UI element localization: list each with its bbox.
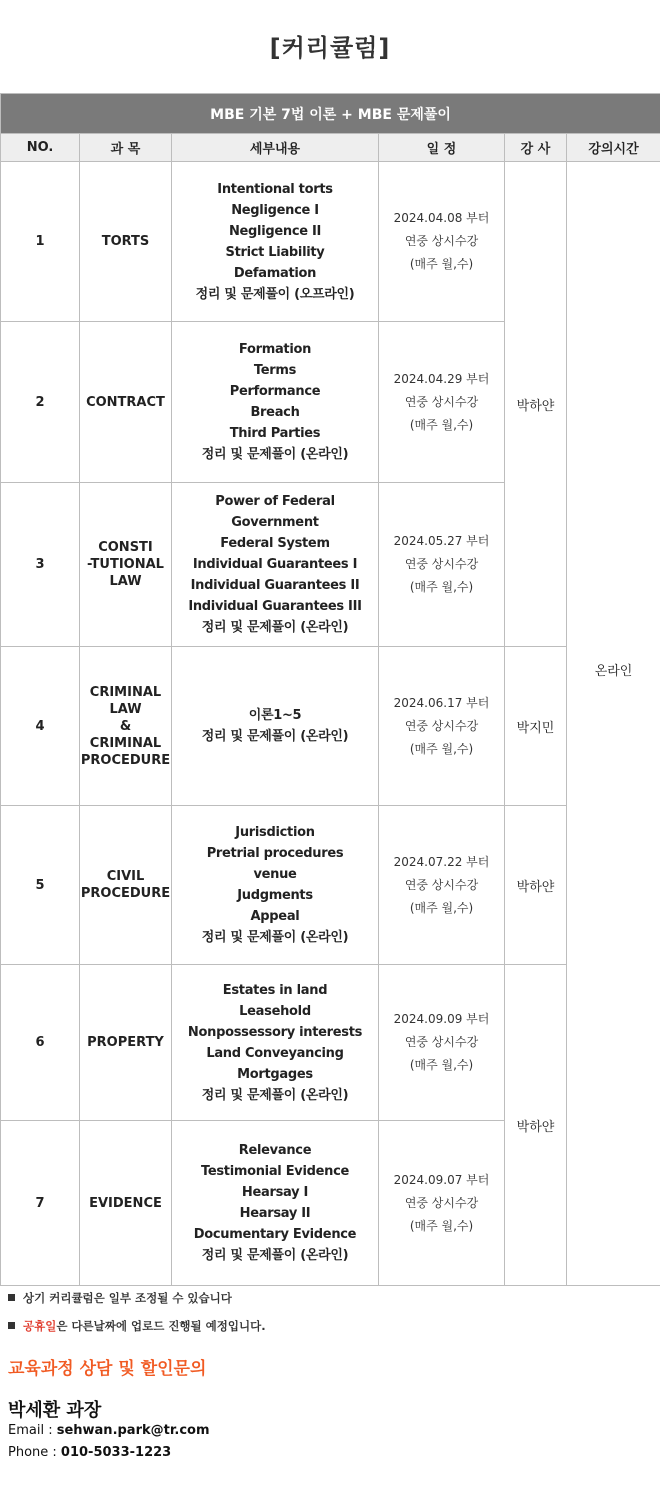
subject-line: TORTS [101,234,150,249]
subject-line: -TUTIONAL [87,557,164,572]
table-row [1,162,660,322]
detail-line: 정리 및 문제풀이 (온라인) [201,729,349,744]
tutor-cell: 박하얀 [505,162,567,647]
schedule-cell [379,965,505,1121]
detail-line: 정리 및 문제풀이 (온라인) [201,1087,349,1103]
subject-line: LAW [109,574,142,589]
header-details: 세부내용 [172,134,379,162]
schedule-line: 2024.04.29 부터 [393,371,490,386]
lecture-time-cell [567,162,660,1286]
detail-line: Federal System [220,536,330,551]
subject-cell [80,965,172,1121]
email-line [8,1423,210,1438]
schedule-line: 연중 상시수강 [404,718,479,733]
schedule-line: (매주 월,수) [409,257,474,271]
schedule-line: 연중 상시수강 [404,1195,479,1210]
detail-line: Negligence II [228,223,322,239]
details-cell [172,1121,379,1286]
email-label: Email : [8,1423,57,1438]
schedule-cell [379,483,505,647]
bullet-square-icon [8,1322,15,1329]
phone-label: Phone : [8,1445,61,1460]
table-row [1,806,660,965]
subject-line: EVIDENCE [89,1195,162,1211]
row-number: 3 [1,483,80,647]
detail-line: Negligence I [231,202,319,218]
note-2-highlight: 공휴일 [23,1319,57,1333]
schedule-line: (매주 월,수) [409,741,474,756]
page-title: [커리큘럼] [269,34,391,62]
row-number: 7 [1,1121,80,1286]
note-2-text: 은 다른날짜에 업로드 진행될 예정입니다. [56,1319,266,1333]
tutor-cell: 박하얀 [505,806,567,965]
note-1 [8,1290,266,1306]
detail-line: 정리 및 문제풀이 (온라인) [201,1248,349,1263]
schedule-cell [379,647,505,806]
schedule-line: 연중 상시수강 [404,1035,479,1049]
subject-line: CRIMINAL [89,684,162,700]
header-tutor: 강 사 [505,134,567,162]
detail-line: Pretrial procedures [206,846,344,861]
schedule-line: 연중 상시수강 [404,557,479,571]
detail-line: Hearsay I [241,1185,309,1200]
detail-line: Intentional torts [217,181,333,197]
subject-cell [80,1121,172,1286]
details-cell [172,647,379,806]
header-schedule: 일 정 [379,134,505,162]
schedule-line: 2024.07.22 부터 [393,854,490,869]
schedule-line: 연중 상시수강 [404,394,479,409]
row-number: 5 [1,806,80,965]
schedule-line: 2024.06.17 부터 [393,695,490,710]
phone-line [8,1445,171,1460]
subject-line: PROCEDURE [80,752,171,768]
detail-line: Leasehold [239,1003,311,1019]
subject-line: CONTRACT [86,394,165,410]
detail-line: Power of Federal Government [215,494,335,530]
schedule-line: 2024.04.08 부터 [393,211,490,225]
detail-line: Individual Guarantees III [188,599,362,614]
detail-line: 정리 및 문제풀이 (온라인) [201,620,349,635]
header-subject: 과 목 [80,134,172,162]
detail-line: Judgments [237,888,313,903]
schedule-line: 연중 상시수강 [404,234,479,248]
subject-line: PROCEDURE [80,886,171,901]
schedule-cell [379,806,505,965]
detail-line: Performance [229,384,321,399]
note-2 [8,1318,266,1334]
details-cell [172,965,379,1121]
detail-line: Hearsay II [239,1206,311,1221]
row-number: 4 [1,647,80,806]
schedule-line: 2024.09.09 부터 [393,1012,490,1026]
subject-line: CIVIL [106,869,145,884]
email-link[interactable]: sehwan.park@tr.com [56,1423,210,1438]
table-banner: MBE 기본 7법 이론 + MBE 문제풀이 [1,94,660,134]
row-number: 1 [1,162,80,322]
subject-line: CRIMINAL [89,735,162,751]
detail-line: 정리 및 문제풀이 (온라인) [201,447,349,462]
row-number: 6 [1,965,80,1121]
detail-line: Appeal [250,909,300,924]
schedule-cell [379,1121,505,1286]
schedule-line: (매주 월,수) [409,900,474,915]
detail-line: Defamation [233,265,317,281]
phone-number: 010-5033-1223 [60,1445,172,1460]
detail-line: venue [253,867,297,882]
schedule-line: (매주 월,수) [409,1058,474,1072]
subject-cell [80,647,172,806]
schedule-line: 연중 상시수강 [404,877,479,892]
subject-line: LAW [109,701,142,717]
subject-line: & [119,718,132,734]
subject-line: PROPERTY [87,1035,164,1050]
header-lecture-time: 강의시간 [567,134,660,162]
detail-line: Breach [250,405,300,420]
detail-line: Testimonial Evidence [200,1164,350,1179]
schedule-cell [379,322,505,483]
detail-line: Relevance [238,1143,312,1158]
detail-line: Formation [238,342,312,357]
detail-line: Documentary Evidence [193,1227,357,1242]
note-1-text: 상기 커리큘럼은 일부 조정될 수 있습니다 [23,1291,232,1305]
subject-cell [80,806,172,965]
detail-line: Strict Liability [225,244,325,260]
details-cell [172,322,379,483]
schedule-line: (매주 월,수) [409,580,474,594]
manager-name: 박세환 과장 [8,1400,102,1421]
detail-line: Land Conveyancing [206,1045,344,1061]
subject-line: CONSTI [98,540,153,555]
schedule-cell [379,162,505,322]
detail-line: Jurisdiction [235,825,315,840]
detail-line: Estates in land [222,982,328,998]
lecture-time-text: 온라인 [594,664,633,679]
detail-line: Individual Guarantees II [190,578,360,593]
detail-line: Mortgages [237,1066,313,1082]
detail-line: Individual Guarantees I [192,557,358,572]
subject-cell [80,322,172,483]
schedule-line: 2024.05.27 부터 [393,534,490,548]
row-number: 2 [1,322,80,483]
header-no: NO. [1,134,80,162]
detail-line: 이론1~5 [248,708,302,723]
detail-line: Third Parties [229,426,321,441]
notes [8,1290,266,1346]
details-cell [172,806,379,965]
contact-title: 교육과정 상담 및 할인문의 [8,1359,207,1379]
curriculum-table [0,93,660,1286]
table-row [1,965,660,1121]
detail-line: 정리 및 문제풀이 (오프라인) [195,286,355,302]
details-cell [172,162,379,322]
details-cell [172,483,379,647]
detail-line: 정리 및 문제풀이 (온라인) [201,930,349,945]
bullet-square-icon [8,1294,15,1301]
subject-cell [80,483,172,647]
schedule-line: (매주 월,수) [409,1218,474,1233]
schedule-line: (매주 월,수) [409,417,474,432]
tutor-cell: 박하얀 [505,965,567,1286]
detail-line: Nonpossessory interests [187,1024,363,1040]
table-row [1,647,660,806]
subject-cell [80,162,172,322]
schedule-line: 2024.09.07 부터 [393,1172,490,1187]
tutor-cell: 박지민 [505,647,567,806]
detail-line: Terms [253,363,297,378]
table-header-row [1,134,660,162]
